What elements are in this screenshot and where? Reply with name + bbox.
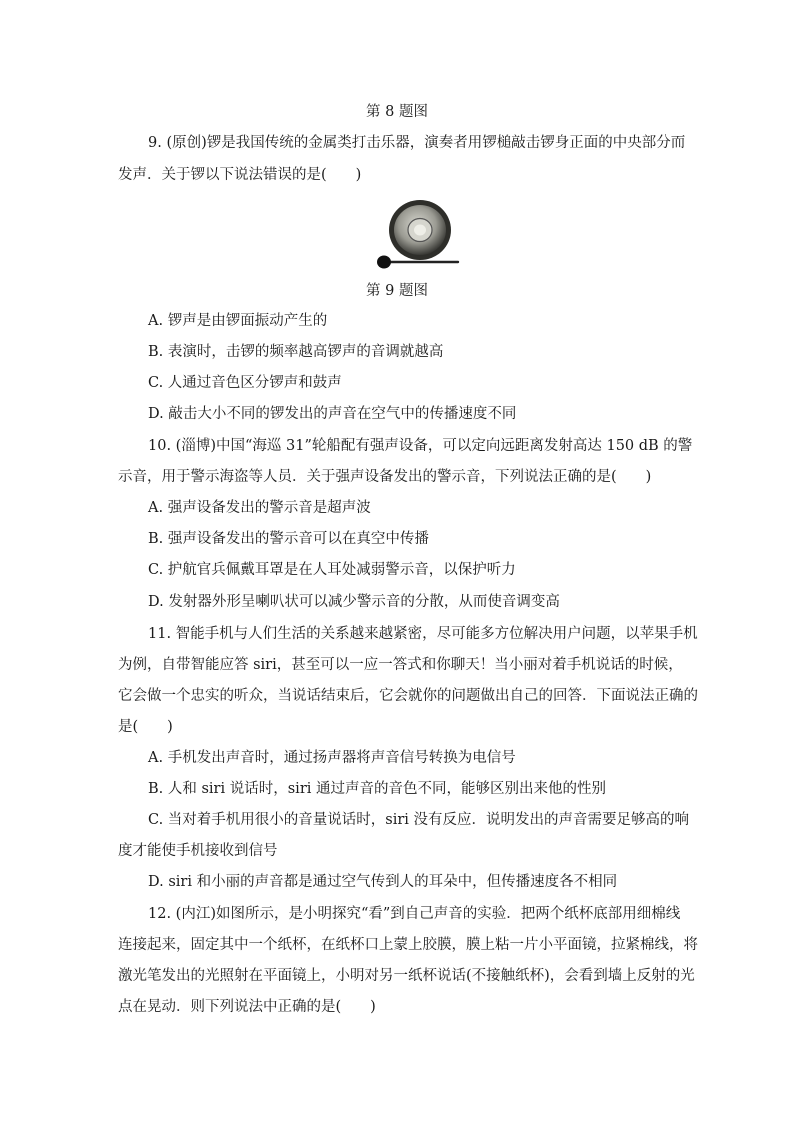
question-12-stem-line-1: 12. (内江)如图所示，是小明探究“看”到自己声音的实验．把两个纸杯底部用细棉线 xyxy=(148,906,681,922)
question-9-stem-line-2: 发声．关于锣以下说法错误的是( ) xyxy=(118,167,362,183)
gong-figure xyxy=(372,196,462,274)
question-9-choice-b: B. 表演时，击锣的频率越高锣声的音调就越高 xyxy=(148,344,444,360)
question-11-choice-c-line-1: C. 当对着手机用很小的音量说话时，siri 没有反应．说明发出的声音需要足够高的响 xyxy=(148,812,690,828)
question-9-choice-a: A. 锣声是由锣面振动产生的 xyxy=(148,313,328,329)
question-11-choice-a: A. 手机发出声音时，通过扬声器将声音信号转换为电信号 xyxy=(148,750,516,766)
question-12-stem-line-4: 点在晃动．则下列说法中正确的是( ) xyxy=(118,999,376,1015)
question-12-stem-line-3: 激光笔发出的光照射在平面镜上，小明对另一纸杯说话(不接触纸杯)，会看到墙上反射的光 xyxy=(118,968,695,984)
question-11-stem-line-4: 是( ) xyxy=(118,719,173,735)
figure-8-caption: 第 8 题图 xyxy=(366,104,428,120)
mallet-head xyxy=(377,256,391,269)
question-9-choice-d: D. 敲击大小不同的锣发出的声音在空气中的传播速度不同 xyxy=(148,406,517,422)
question-11-choice-c-line-2: 度才能使手机接收到信号 xyxy=(118,843,278,859)
question-11-choice-b: B. 人和 siri 说话时，siri 通过声音的音色不同，能够区别出来他的性别 xyxy=(148,781,606,797)
question-10-choice-c: C. 护航官兵佩戴耳罩是在人耳处减弱警示音，以保护听力 xyxy=(148,562,516,578)
question-11-stem-line-1: 11. 智能手机与人们生活的关系越来越紧密，尽可能多方位解决用户问题，以苹果手机 xyxy=(148,626,698,642)
question-10-stem-line-2: 示音，用于警示海盗等人员．关于强声设备发出的警示音，下列说法正确的是( ) xyxy=(118,469,652,485)
question-10-choice-b: B. 强声设备发出的警示音可以在真空中传播 xyxy=(148,531,429,547)
gong-boss xyxy=(414,225,426,236)
question-9-choice-c: C. 人通过音色区分锣声和鼓声 xyxy=(148,375,342,391)
question-9-stem-line-1: 9. (原创)锣是我国传统的金属类打击乐器，演奏者用锣槌敲击锣身正面的中央部分而 xyxy=(148,135,686,151)
question-11-choice-d: D. siri 和小丽的声音都是通过空气传到人的耳朵中，但传播速度各不相同 xyxy=(148,874,618,890)
question-11-stem-line-3: 它会做一个忠实的听众，当说话结束后，它会就你的问题做出自己的回答．下面说法正确的 xyxy=(118,688,698,704)
question-10-stem-line-1: 10. (淄博)中国“海巡 31”轮船配有强声设备，可以定向远距离发射高达 150 dB 的警 xyxy=(148,438,693,454)
figure-9-caption: 第 9 题图 xyxy=(366,283,428,299)
question-10-choice-d: D. 发射器外形呈喇叭状可以减少警示音的分散，从而使音调变高 xyxy=(148,594,560,610)
question-11-stem-line-2: 为例，自带智能应答 siri，甚至可以一应一答式和你聊天！当小丽对着手机说话的时候， xyxy=(118,657,683,673)
question-10-choice-a: A. 强声设备发出的警示音是超声波 xyxy=(148,500,371,516)
question-12-stem-line-2: 连接起来，固定其中一个纸杯，在纸杯口上蒙上胶膜，膜上粘一片小平面镜，拉紧棉线，将 xyxy=(118,937,698,953)
